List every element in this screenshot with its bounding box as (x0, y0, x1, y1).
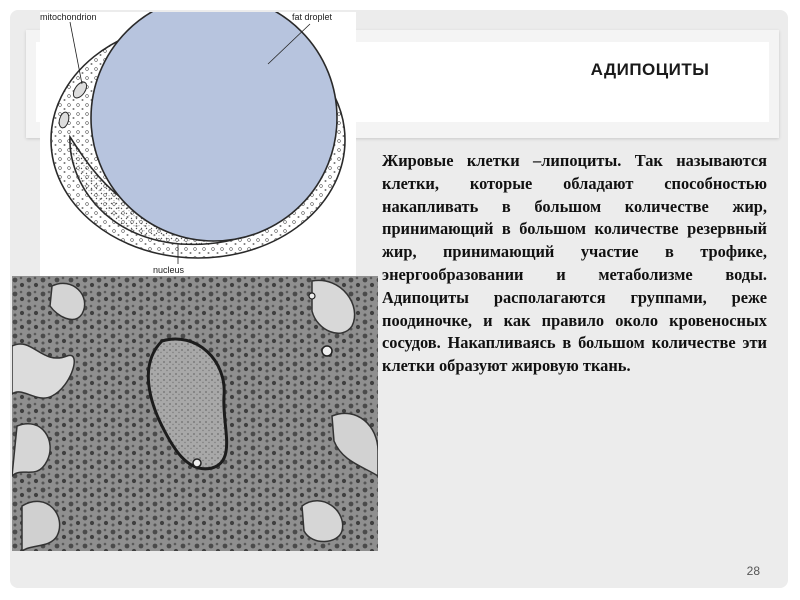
adipocyte-diagram-svg (40, 12, 356, 277)
label-nucleus: nucleus (153, 265, 185, 275)
label-fat-droplet: fat droplet (292, 12, 333, 22)
adipocyte-diagram (40, 12, 356, 277)
slide-body-text: Жировые клетки –липоциты. Так называются клетки, которые обладают способностью накапливать в большом количестве жир, принимающий в большом количестве резервный жир, принимающий участие в трофике, энергообразовании и метаболизме воды. Адипоциты располагаются группами, реже поодиночке, и как правило около кровеносных сосудов. Накапливаясь в большом количестве эти клетки образуют жировую ткань. (382, 151, 767, 376)
page-number: 28 (746, 564, 760, 578)
fat-droplet-shape (91, 12, 337, 241)
electron-micrograph (12, 276, 378, 551)
slide-title: АДИПОЦИТЫ (590, 60, 710, 79)
micrograph-svg (12, 276, 378, 551)
label-mitochondrion: mitochondrion (40, 12, 97, 22)
